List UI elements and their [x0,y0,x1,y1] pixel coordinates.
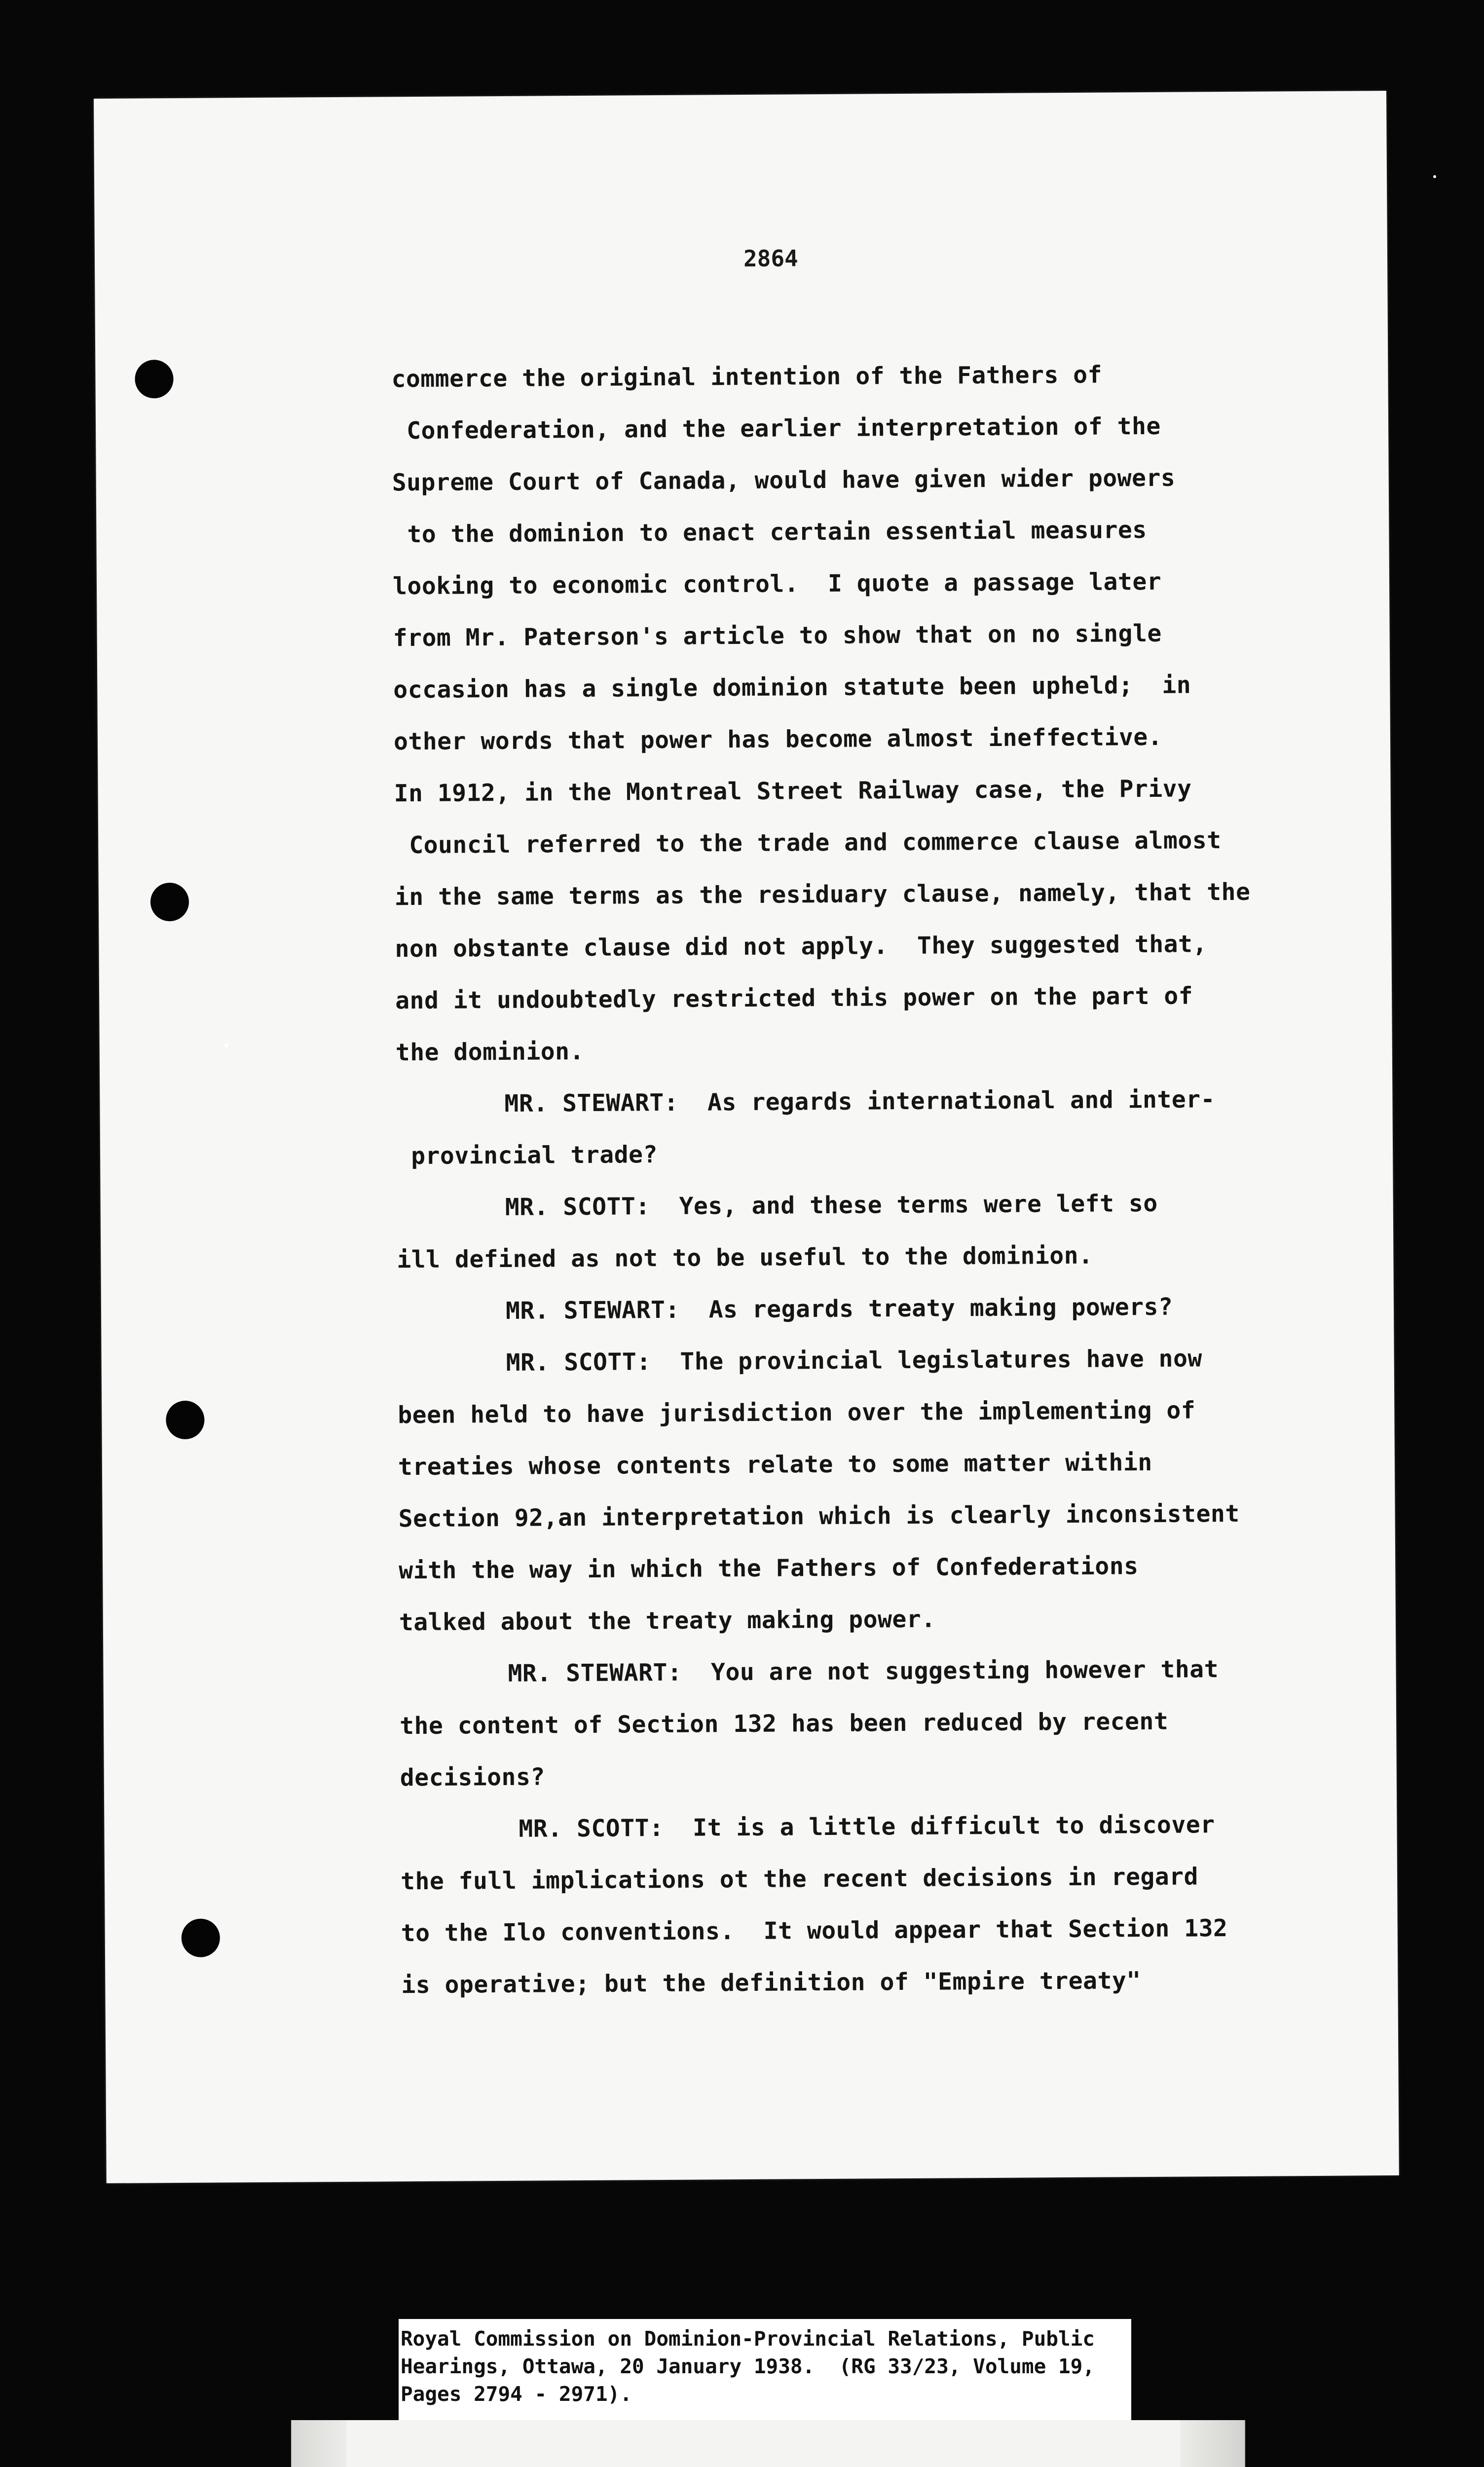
citation-label [399,2319,1131,2423]
text-line: is operative; but the definition of "Empire treaty" [401,1967,1141,1999]
page-number: 2864 [743,245,798,272]
text-line: commerce the original intention of the Fathers of [391,361,1103,393]
text-line: MR. STEWART: You are not suggesting however that [508,1655,1219,1687]
text-line: MR. SCOTT: Yes, and these terms were left so [505,1189,1158,1221]
text-line: Supreme Court of Canada, would have given wider powers [392,464,1176,497]
text-line: provincial trade? [410,1141,658,1170]
film-speck [1433,175,1436,178]
text-line: decisions? [400,1763,545,1792]
citation-line: Hearings, Ottawa, 20 January 1938. (RG 33/23, Volume 19, [401,2355,1095,2378]
citation-line: Pages 2794 - 2971). [401,2382,632,2406]
punch-hole [135,360,173,398]
text-line: in the same terms as the residuary clause, namely, that the [394,878,1251,911]
text-line: and it undoubtedly restricted this power on the part of [395,982,1193,1015]
archives-stamp-card [291,2420,1245,2467]
text-line: the content of Section 132 has been reduced by recent [399,1707,1169,1740]
text-line: other words that power has become almost ineffective. [393,723,1163,756]
card-fold-right [1180,2420,1244,2467]
text-line: Confederation, and the earlier interpretation of the [406,412,1161,445]
text-line: with the way in which the Fathers of Confederations [399,1552,1139,1585]
text-line: occasion has a single dominion statute been upheld; in [393,671,1191,704]
text-line: MR. STEWART: As regards treaty making powers? [505,1293,1173,1325]
film-speck [224,1044,228,1047]
text-line: MR. STEWART: As regards international and inter- [504,1085,1216,1118]
text-line: ill defined as not to be useful to the dominion. [397,1241,1093,1274]
text-line: Council referred to the trade and commerce clause almost [409,826,1222,860]
text-line: been held to have jurisdiction over the implementing of [398,1396,1196,1429]
text-line: the dominion. [395,1037,585,1067]
punch-hole [150,883,189,921]
text-line: from Mr. Paterson's article to show that on no single [393,619,1162,652]
text-line: talked about the treaty making power. [399,1605,936,1637]
citation-line: Royal Commission on Dominion-Provincial Relations, Public [401,2327,1095,2351]
text-line: MR. SCOTT: The provincial legislatures have now [506,1345,1202,1377]
text-line: to the Ilo conventions. It would appear that Section 132 [401,1914,1228,1947]
punch-hole [182,1919,220,1957]
text-line: non obstante clause did not apply. They suggested that, [395,930,1207,963]
transcript-body [391,347,1368,2011]
card-fold-left [292,2420,346,2467]
punch-hole [166,1401,204,1439]
text-line: to the dominion to enact certain essential measures [407,516,1147,549]
text-line: In 1912, in the Montreal Street Railway case, the Privy [394,775,1192,808]
text-line: MR. SCOTT: It is a little difficult to discover [519,1811,1215,1843]
text-line: looking to economic control. I quote a passage later [392,567,1162,600]
document-page [94,91,1399,2183]
text-line: Section 92,an interpretation which is clearly inconsistent [398,1499,1240,1533]
text-line: the full implications ot the recent decisions in regard [400,1863,1199,1896]
text-line: treaties whose contents relate to some matter within [398,1448,1152,1481]
